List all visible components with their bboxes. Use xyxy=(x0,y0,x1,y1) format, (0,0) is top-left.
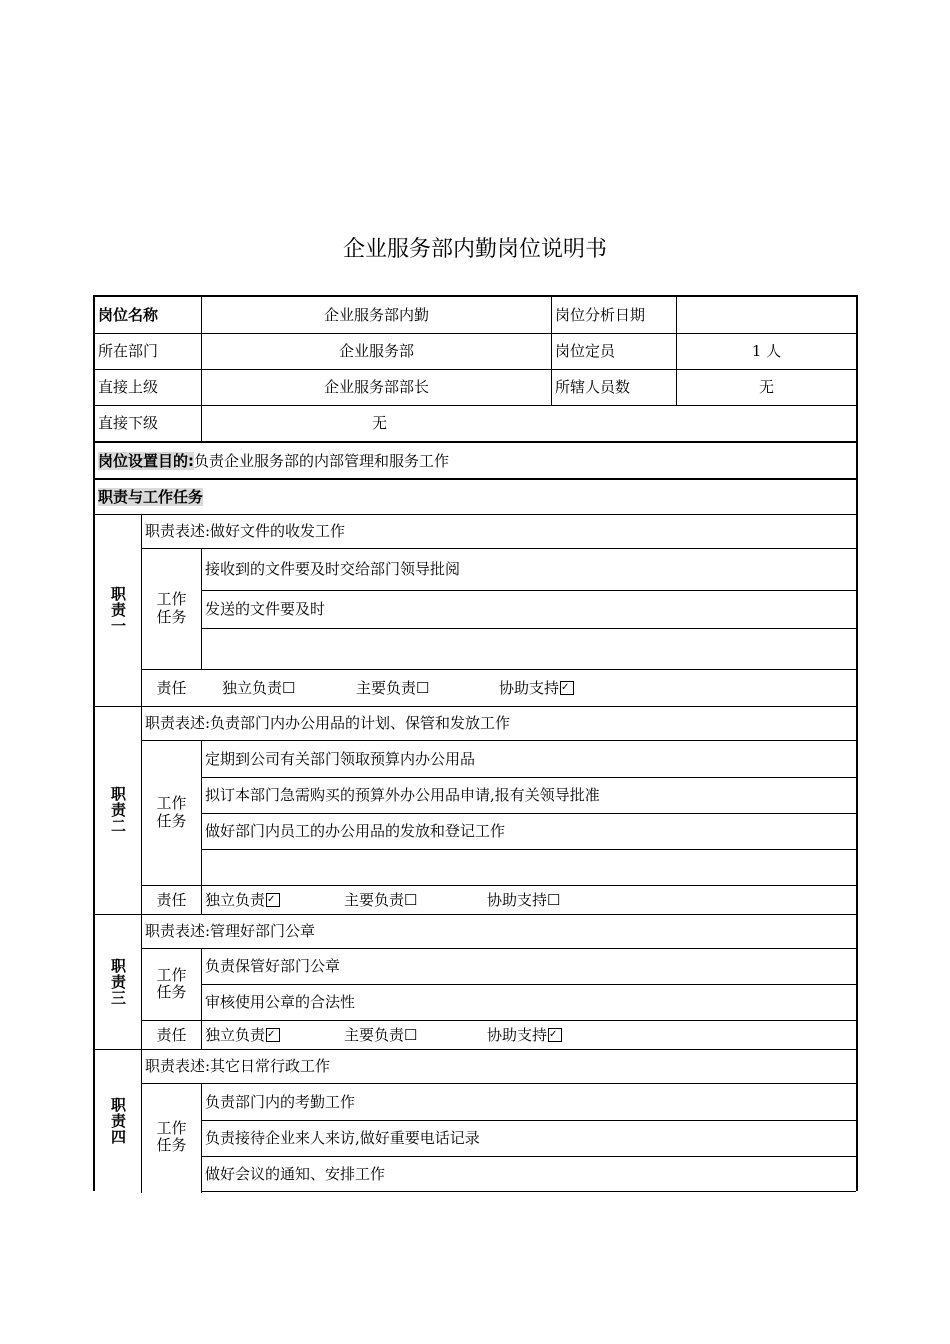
duty-4-statement: 职责表述:其它日常行政工作 xyxy=(145,1057,331,1075)
duty-4-task-3: 做好会议的通知、安排工作 xyxy=(205,1164,386,1183)
job-description-table xyxy=(93,295,858,1191)
duty-1-independent-checkbox: ☐ xyxy=(282,678,296,697)
duty-4-task-1: 负责部门内的考勤工作 xyxy=(205,1092,356,1111)
duty-2-task-3: 做好部门内员工的办公用品的发放和登记工作 xyxy=(205,822,506,840)
duty-2-task-1: 定期到公司有关部门领取预算内办公用品 xyxy=(205,749,476,768)
duty-1-assist-checkbox: ✓ xyxy=(560,681,574,695)
duty-1-label: 职责一 xyxy=(109,586,127,634)
purpose-row xyxy=(98,443,856,478)
duty-3-statement: 职责表述:管理好部门公章 xyxy=(145,922,316,940)
analysis-date-label: 岗位分析日期 xyxy=(555,306,646,324)
duty-3-assist-checkbox: ✓ xyxy=(548,1028,562,1042)
subordinate-value: 无 xyxy=(371,414,387,432)
duty-4-task-label: 工作 任务 xyxy=(156,1118,187,1154)
duty-2-label: 职责二 xyxy=(109,786,127,834)
subordinate-count-value: 无 xyxy=(758,378,774,396)
document-title: 企业服务部内勤岗位说明书 xyxy=(342,237,607,262)
duty-2-task-4 xyxy=(205,849,855,885)
duty-2-task-label: 工作 任务 xyxy=(156,794,187,830)
duty-2-statement: 职责表述:负责部门内办公用品的计划、保管和发放工作 xyxy=(145,714,511,732)
analysis-date-value xyxy=(677,297,856,333)
duty-2-responsibility-label: 责任 xyxy=(156,890,187,909)
duty-4-task-2: 负责接待企业来人来访,做好重要电话记录 xyxy=(205,1129,480,1147)
post-name-label: 岗位名称 xyxy=(98,306,159,324)
dept-value: 企业服务部 xyxy=(338,342,414,360)
superior-label: 直接上级 xyxy=(98,378,159,396)
duty-3-task-2: 审核使用公章的合法性 xyxy=(205,993,356,1011)
duty-1-responsibility-label: 责任 xyxy=(156,678,187,697)
staffing-label: 岗位定员 xyxy=(555,342,616,360)
duty-2-task-2: 拟订本部门急需购买的预算外办公用品申请,报有关领导批准 xyxy=(205,786,600,804)
duty-3-responsibility-label: 责任 xyxy=(156,1025,187,1044)
subordinate-label: 直接下级 xyxy=(98,414,159,432)
duties-heading: 职责与工作任务 xyxy=(98,488,204,506)
duty-2-main-checkbox: ☐ xyxy=(404,890,418,909)
dept-label: 所在部门 xyxy=(98,342,159,360)
purpose-label: 岗位设置目的: xyxy=(98,451,194,470)
duty-1-task-2: 发送的文件要及时 xyxy=(205,600,326,618)
superior-value: 企业服务部部长 xyxy=(323,378,429,396)
duty-4-label: 职责四 xyxy=(109,1097,127,1145)
duty-1-task-label: 工作 任务 xyxy=(156,590,187,626)
duties-heading-row xyxy=(98,480,856,514)
duty-1-task-3 xyxy=(205,628,855,669)
duty-1-task-1: 接收到的文件要及时交给部门领导批阅 xyxy=(205,560,461,578)
purpose-value: 负责企业服务部的内部管理和服务工作 xyxy=(194,451,450,470)
duty-3-label: 职责三 xyxy=(109,957,127,1006)
duty-3-main-checkbox: ☐ xyxy=(404,1025,418,1044)
duty-1-responsibility: 独立负责 ☐ 主要负责 ☐ 协助支持 ✓ xyxy=(222,669,855,706)
duty-2-responsibility: 独立负责 ✓ 主要负责 ☐ 协助支持 ☐ xyxy=(205,890,561,909)
duty-2-assist-checkbox: ☐ xyxy=(547,890,561,909)
staffing-value: 1 人 xyxy=(751,342,782,360)
duty-1-main-checkbox: ☐ xyxy=(416,678,430,697)
post-name-value: 企业服务部内勤 xyxy=(323,306,429,324)
duty-3-independent-checkbox: ✓ xyxy=(266,1028,280,1042)
duty-3-responsibility: 独立负责 ✓ 主要负责 ☐ 协助支持 ✓ xyxy=(205,1020,855,1049)
subordinate-count-label: 所辖人员数 xyxy=(555,378,631,396)
duty-3-task-1: 负责保管好部门公章 xyxy=(205,957,341,975)
duty-2-independent-checkbox: ✓ xyxy=(266,893,280,907)
duty-1-statement: 职责表述:做好文件的收发工作 xyxy=(145,522,346,540)
duty-3-task-label: 工作 任务 xyxy=(156,965,187,1001)
